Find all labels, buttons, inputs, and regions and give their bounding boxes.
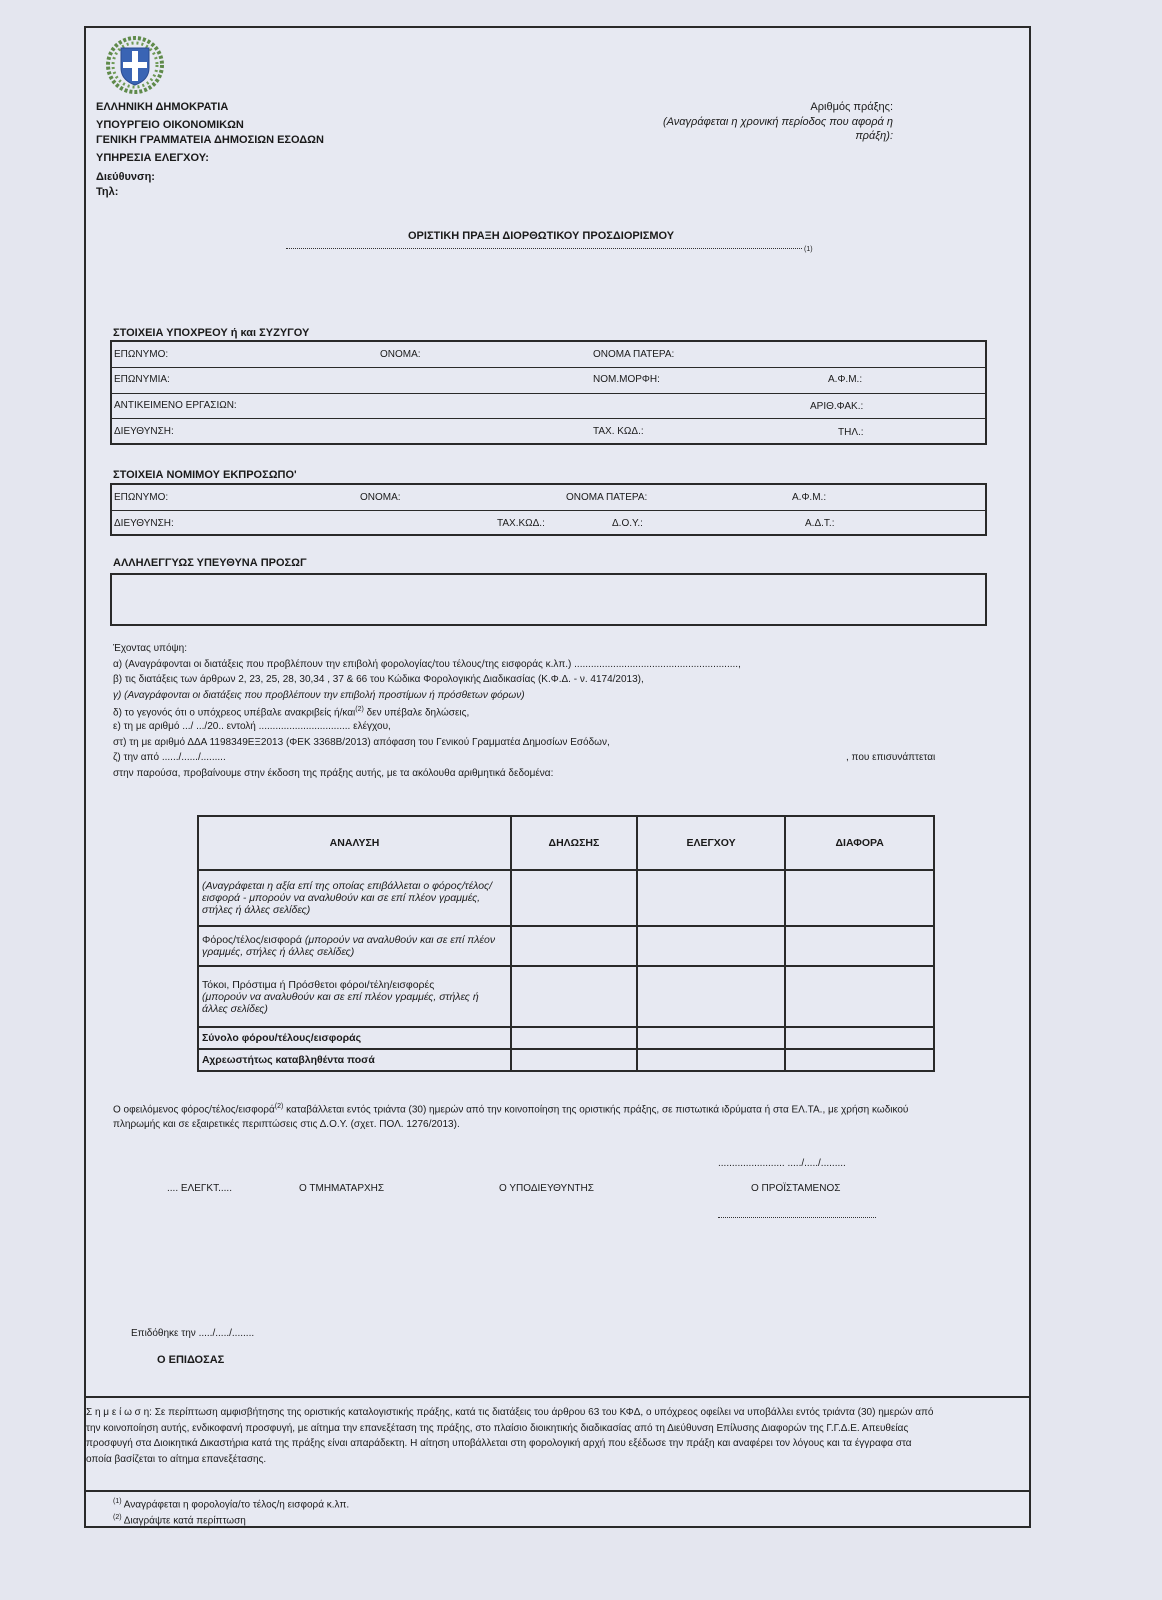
cell-difference[interactable]	[785, 966, 934, 1027]
act-period-note-end: πράξη):	[855, 130, 893, 142]
footnote-1: $^{(1)}$ Αναγράφεται η φορολογία/το τέλος/η εισφορά κ.λπ.	[113, 1498, 350, 1511]
representative-heading: ΣΤΟΙΧΕΙΑ ΝΟΜΙΜΟΥ ΕΚΠΡΟΣΩΠΟ'	[113, 469, 297, 481]
table-row	[198, 926, 934, 966]
cell-declared[interactable]	[511, 926, 637, 966]
cell-audit[interactable]	[637, 926, 786, 966]
signature-date[interactable]: ........................ ...../...../.........	[718, 1158, 846, 1169]
note-line: προσφυγή στα Διοικητικά Δικαστήρια κατά της πράξης είναι απαράδεκτη. Η αίτηση υποβάλλεται στη φορολογική αρχή που εξέδωσε την πράξη και αναφέρει τον λόγους και τα έγγραφα στα	[86, 1438, 912, 1449]
signature-line[interactable]	[718, 1217, 876, 1218]
considering-closing: στην παρούσα, προβαίνουμε στην έκδοση της πράξης αυτής, με τα ακόλουθα αριθμητικά δεδομένα:	[113, 768, 554, 779]
representative-box	[110, 483, 987, 536]
obligor-father-label[interactable]: ΟΝΟΜΑ ΠΑΤΕΡΑ:	[593, 349, 675, 360]
title-footnote-ref: (1)	[804, 246, 813, 253]
header-republic: ΕΛΛΗΝΙΚΗ ΔΗΜΟΚΡΑΤΙΑ	[96, 101, 229, 113]
cell-difference[interactable]	[785, 870, 934, 926]
considering-c: γ) (Αναγράφονται οι διατάξεις που προβλέπουν την επιβολή προστίμων ή πρόσθετων φόρων)	[113, 690, 525, 701]
obligor-heading: ΣΤΟΙΧΕΙΑ ΥΠΟΧΡΕΟΥ ή και ΣΥΖΥΓΟΥ	[113, 327, 310, 339]
considering-b: β) τις διατάξεις των άρθρων 2, 23, 25, 28, 30,34 , 37 & 66 του Κώδικα Φορολογικής Διαδικασίας (Κ.Φ.Δ. - ν. 4174/2013),	[113, 674, 644, 685]
rep-name-label[interactable]: ΟΝΟΜΑ:	[360, 492, 401, 503]
cell-declared[interactable]	[511, 870, 637, 926]
obligor-address-label[interactable]: ΔΙΕΥΘΥΝΣΗ:	[114, 426, 174, 437]
analysis-table	[197, 815, 935, 1072]
act-period-note: (Αναγράφεται η χρονική περίοδος που αφορά η	[662, 116, 893, 128]
table-header-row	[198, 816, 934, 870]
form-page	[84, 26, 1031, 1528]
jointly-liable-heading: ΑΛΛΗΛΕΓΓΥΩΣ ΥΠΕΥΘΥΝΑ ΠΡΟΣΩΓ	[113, 557, 307, 569]
obligor-name-label[interactable]: ΟΝΟΜΑ:	[380, 349, 421, 360]
rep-afm-label[interactable]: Α.Φ.Μ.:	[792, 492, 827, 503]
rep-address-label[interactable]: ΔΙΕΥΘΥΝΣΗ:	[114, 518, 174, 529]
obligor-file-no-label[interactable]: ΑΡΙΘ.ΦΑΚ.:	[810, 401, 864, 412]
cell-audit[interactable]	[637, 1049, 786, 1071]
jointly-liable-box[interactable]	[110, 573, 987, 626]
signature-auditor: .... ΕΛΕΓΚΤ.....	[167, 1183, 232, 1194]
header-secretariat: ΓΕΝΙΚΗ ΓΡΑΜΜΑΤΕΙΑ ΔΗΜΟΣΙΩΝ ΕΣΟΔΩΝ	[96, 134, 324, 146]
note-line: οποία βασίζεται το αίτημα επανεξέτασης.	[86, 1454, 267, 1465]
cell-declared[interactable]	[511, 966, 637, 1027]
cell-difference[interactable]	[785, 926, 934, 966]
table-row	[198, 966, 934, 1027]
obligor-phone-label[interactable]: ΤΗΛ.:	[838, 427, 864, 438]
payment-text-end: πληρωμής και σε εξαιρετικές περιπτώσεις στις Δ.Ο.Υ. (σχετ. ΠΟΛ. 1276/2013).	[113, 1119, 460, 1130]
header-audit-service: ΥΠΗΡΕΣΙΑ ΕΛΕΓΧΟΥ:	[96, 152, 209, 164]
considering-intro: Έχοντας υπόψη:	[113, 643, 187, 654]
delivery-server: Ο ΕΠΙΔΟΣΑΣ	[157, 1354, 225, 1366]
row-interest-penalties: Τόκοι, Πρόστιμα ή Πρόσθετοι φόροι/τέλη/εισφορές (μπορούν να αναλυθούν και σε επί πλέον γραμμές, στήλες ή άλλες σελίδες)	[198, 966, 511, 1027]
cell-audit[interactable]	[637, 966, 786, 1027]
considering-e: ε) τη με αριθμό .../ .../20.. εντολή ................................. ελέγχου,	[113, 721, 391, 732]
considering-z-attached: , που επισυνάπτεται	[846, 752, 936, 763]
obligor-surname-label[interactable]: ΕΠΩΝΥΜΟ:	[114, 349, 169, 360]
rep-father-label[interactable]: ΟΝΟΜΑ ΠΑΤΕΡΑ:	[566, 492, 648, 503]
obligor-legal-form-label[interactable]: ΝΟΜ.ΜΟΡΦΗ:	[593, 374, 660, 385]
obligor-business-label[interactable]: ΑΝΤΙΚΕΙΜΕΝΟ ΕΡΓΑΣΙΩΝ:	[114, 400, 237, 411]
row-taxable-value: (Αναγράφεται η αξία επί της οποίας επιβάλλεται ο φόρος/τέλος/εισφορά - μπορούν να αναλυθούν και σε επί πλέον γραμμές, στήλες ή άλλες σελίδες)	[198, 870, 511, 926]
title-fill-line[interactable]	[286, 248, 802, 249]
cell-difference[interactable]	[785, 1027, 934, 1049]
cell-difference[interactable]	[785, 1049, 934, 1071]
col-declared: ΔΗΛΩΣΗΣ	[511, 816, 637, 870]
footnote-2: $^{(2)}$ Διαγράψτε κατά περίπτωση	[113, 1514, 246, 1527]
obligor-box	[110, 340, 987, 445]
considering-z: ζ) την από ....../....../.........	[113, 752, 226, 763]
cell-declared[interactable]	[511, 1027, 637, 1049]
header-ministry: ΥΠΟΥΡΓΕΙΟ ΟΙΚΟΝΟΜΙΚΩΝ	[96, 119, 244, 131]
obligor-afm-label[interactable]: Α.Φ.Μ.:	[828, 374, 863, 385]
act-number-label: Αριθμός πράξης:	[810, 101, 893, 113]
table-row	[198, 870, 934, 926]
greek-emblem-icon	[106, 36, 164, 94]
considering-st: στ) τη με αριθμό ΔΔΑ 1198349ΕΞ2013 (ΦΕΚ 3368Β/2013) απόφαση του Γενικού Γραμματέα Δημοσίων Εσόδων,	[113, 737, 610, 748]
row-tax: Φόρος/τέλος/εισφορά (μπορούν να αναλυθούν και σε επί πλέον γραμμές, στήλες ή άλλες σελίδες)	[198, 926, 511, 966]
cell-declared[interactable]	[511, 1049, 637, 1071]
considering-a: α) (Αναγράφονται οι διατάξεις που προβλέπουν την επιβολή φορολογίας/του τέλους/της εισφοράς κ.λπ.) ...........................................................,	[113, 659, 741, 670]
row-total: Σύνολο φόρου/τέλους/εισφοράς	[198, 1027, 511, 1049]
page-title: ΟΡΙΣΤΙΚΗ ΠΡΑΞΗ ΔΙΟΡΘΩΤΙΚΟΥ ΠΡΟΣΔΙΟΡΙΣΜΟΥ	[408, 230, 675, 242]
table-row	[198, 1049, 934, 1071]
header-phone: Τηλ:	[96, 186, 119, 198]
note-line: Σ η μ ε ί ω σ η: Σε περίπτωση αμφισβήτησης της οριστικής καταλογιστικής πράξης, κατά τις διατάξεις του άρθρου 63 του ΚΦΔ, ο υπόχρεος οφείλει να υποβάλλει εντός τριάντα (30) ημερών από	[86, 1407, 934, 1418]
note-box	[84, 1396, 1031, 1492]
col-audit: ΕΛΕΓΧΟΥ	[637, 816, 786, 870]
rep-postcode-label[interactable]: ΤΑΧ.ΚΩΔ.:	[497, 518, 545, 529]
rep-doy-label[interactable]: Δ.Ο.Υ.:	[612, 518, 643, 529]
obligor-postcode-label[interactable]: ΤΑΧ. ΚΩΔ.:	[593, 426, 644, 437]
signature-deputy-director: Ο ΥΠΟΔΙΕΥΘΥΝΤΗΣ	[499, 1183, 594, 1194]
col-difference: ΔΙΑΦΟΡΑ	[785, 816, 934, 870]
cell-audit[interactable]	[637, 1027, 786, 1049]
considering-d: δ) το γεγονός ότι ο υπόχρεος υπέβαλε ανακριβείς ή/και$^{(2)}$ δεν υπέβαλε δηλώσεις,	[113, 706, 470, 719]
signature-section-head: Ο ΤΜΗΜΑΤΑΡΧΗΣ	[299, 1183, 385, 1194]
rep-adt-label[interactable]: Α.Δ.Τ.:	[805, 518, 835, 529]
col-analysis: ΑΝΑΛΥΣΗ	[198, 816, 511, 870]
rep-surname-label[interactable]: ΕΠΩΝΥΜΟ:	[114, 492, 169, 503]
row-overpaid: Αχρεωστήτως καταβληθέντα ποσά	[198, 1049, 511, 1071]
header-address: Διεύθυνση:	[96, 171, 155, 183]
signature-head: Ο ΠΡΟΪΣΤΑΜΕΝΟΣ	[751, 1183, 841, 1194]
note-line: την κοινοποίηση αυτής, ενδικοφανή προσφυγή, με αίτημα την επανεξέταση της πράξης, στο πλαίσιο διοικητικής διαδικασίας από τη Διεύθυνση Επίλυσης Διαφορών της Γ.Γ.Δ.Ε. Απευθείας	[86, 1423, 909, 1434]
delivery-date[interactable]: Επιδόθηκε την ...../...../........	[131, 1328, 255, 1339]
table-row	[198, 1027, 934, 1049]
payment-text: Ο οφειλόμενος φόρος/τέλος/εισφορά$^{(2)}$ καταβάλλεται εντός τριάντα (30) ημερών από την κοινοποίηση της οριστικής πράξης, σε πιστωτικά ιδρύματα ή στα ΕΛ.ΤΑ., με χρήση κωδικού	[113, 1103, 909, 1116]
obligor-company-label[interactable]: ΕΠΩΝΥΜΙΑ:	[114, 374, 170, 385]
cell-audit[interactable]	[637, 870, 786, 926]
